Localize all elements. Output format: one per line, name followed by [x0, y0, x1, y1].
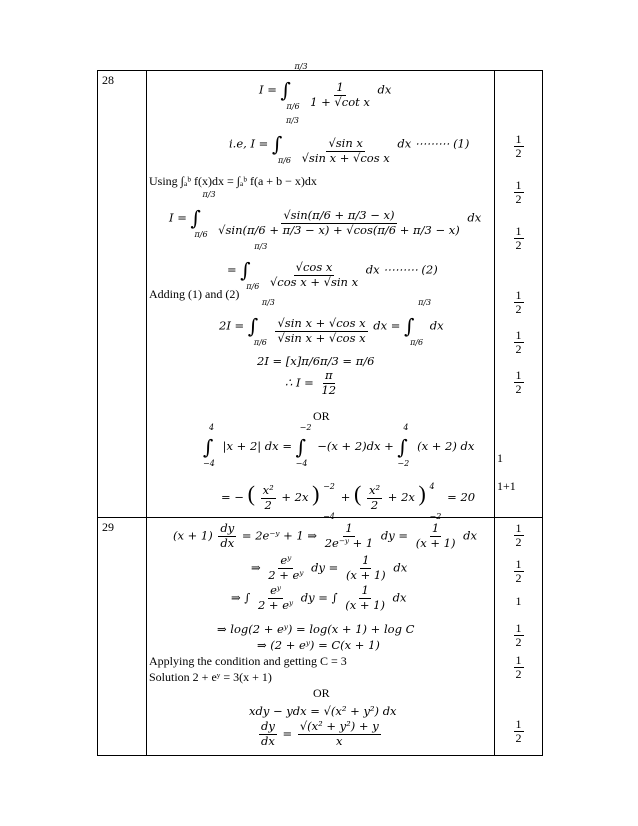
- question-row-28: [98, 71, 543, 518]
- denominator: √sin x + √cos x: [301, 150, 390, 165]
- mark-half: 1 2: [515, 717, 522, 746]
- solution-cell: [147, 62, 495, 521]
- fraction: [343, 584, 387, 613]
- equation-line: 2I = [x]π/6π/3 = π/6: [257, 354, 375, 368]
- equation-part: + 2x: [281, 490, 309, 504]
- equation-part: ⇒ ∫: [231, 590, 251, 605]
- integral-sign: ∫: [295, 435, 307, 459]
- mark-half: 1 2: [515, 557, 522, 586]
- equation-tag: dx ⋯⋯⋯ (2): [365, 262, 438, 277]
- fraction: [266, 554, 305, 583]
- equation-part: = 2e⁻ʸ + 1 ⇒: [241, 528, 318, 543]
- question-number-cell: [98, 518, 147, 756]
- equation-part: + 2x: [387, 490, 415, 504]
- marking-scheme-table: [97, 62, 543, 756]
- equation-line: [229, 116, 470, 166]
- fraction: [323, 522, 376, 551]
- equation-line: [219, 298, 444, 348]
- integral-sign: ∫: [404, 314, 415, 339]
- equation-lhs: =: [227, 262, 237, 277]
- numerator: √sin x: [328, 136, 363, 150]
- fraction: [256, 584, 295, 613]
- equation-part: +: [340, 490, 351, 504]
- equation-lhs: ∴ I =: [285, 375, 314, 390]
- differential: dx: [377, 82, 392, 97]
- equation-part: (x + 1): [173, 528, 213, 543]
- lower-limit: −4: [323, 512, 335, 521]
- lower-limit: π/6: [286, 102, 300, 112]
- lower-limit: −2: [397, 459, 410, 468]
- denominator: x: [336, 733, 343, 748]
- mark-half: 1 2: [515, 224, 522, 253]
- numerator: π: [325, 368, 333, 382]
- equation-line: [231, 584, 406, 613]
- denominator: 2: [370, 497, 379, 512]
- mark-half: 1 2: [515, 621, 522, 650]
- solution-cell: [147, 518, 495, 756]
- denominator: 1 + √cot x: [310, 94, 370, 109]
- numerator: dy: [220, 521, 235, 535]
- upper-limit: π/3: [254, 242, 268, 252]
- equation-lhs: I =: [169, 210, 187, 225]
- equation-part: =: [282, 726, 293, 741]
- denominator: dx: [220, 535, 235, 550]
- equation-line: xdy − ydx = √(x² + y²) dx: [249, 704, 397, 718]
- fraction: [308, 81, 372, 110]
- numerator: 1: [361, 583, 369, 597]
- upper-limit: π/3: [418, 298, 432, 308]
- marks-cell: [495, 518, 543, 756]
- upper-limit: π/3: [285, 116, 299, 126]
- lower-limit: π/6: [410, 338, 424, 348]
- equation-line: [169, 190, 482, 240]
- lower-limit: π/6: [253, 338, 267, 348]
- numerator: 1: [362, 553, 370, 567]
- upper-limit: −2: [299, 423, 312, 432]
- fraction: [344, 554, 388, 583]
- equation-line: [227, 242, 438, 292]
- fraction: [275, 317, 367, 346]
- mark-half: 1 2: [515, 368, 522, 397]
- differential: dx: [467, 210, 482, 225]
- numerator: dy: [261, 719, 275, 733]
- fraction: [261, 484, 276, 513]
- equation-line: = − ( $\frac{\text{x²}}{2}$ + 2x ) −2 −4 + ( $\frac{\text{x²}}{2}$ + 2x ) 4 −2 = 20: [221, 481, 476, 521]
- mark-half: 1 2: [515, 653, 522, 682]
- upper-limit: 4: [209, 423, 215, 432]
- differential: dx: [393, 560, 408, 575]
- upper-limit: π/3: [202, 190, 216, 200]
- denominator: (x + 1): [345, 597, 385, 612]
- denominator: √cos x + √sin x: [269, 274, 359, 289]
- numerator: x²: [262, 482, 274, 497]
- numerator: 1: [431, 521, 440, 535]
- mark-half: 1 2: [515, 521, 522, 550]
- denominator: 2e⁻ʸ + 1: [324, 535, 374, 550]
- fraction: [414, 522, 458, 551]
- numerator: √(x² + y²) + y: [299, 719, 379, 733]
- text-line: Solution 2 + eʸ = 3(x + 1): [149, 670, 272, 684]
- differential: dx: [429, 318, 444, 333]
- mark-value: 1: [497, 451, 503, 465]
- equation-part: ⇒: [251, 560, 261, 575]
- equation-line: [251, 554, 407, 583]
- marks-cell: [495, 71, 543, 518]
- question-number: 29: [102, 520, 114, 534]
- mark-half: 1 2: [515, 288, 522, 317]
- integrand: (x + 2) dx: [417, 439, 475, 453]
- mark-value: 1+1: [497, 479, 516, 493]
- upper-limit: 4: [429, 482, 435, 491]
- numerator: √cos x: [295, 260, 333, 274]
- equation-part: dy = ∫: [300, 590, 338, 605]
- equation-tag: dx ⋯⋯⋯ (1): [397, 136, 470, 151]
- denominator: (x + 1): [345, 567, 386, 582]
- integral-sign: ∫: [203, 435, 214, 459]
- equation-mid: dx =: [373, 318, 401, 333]
- numerator: 1: [345, 521, 353, 535]
- equation-line: ⇒ log(2 + eʸ) = log(x + 1) + log C: [217, 622, 415, 636]
- denominator: √sin x + √cos x: [277, 330, 366, 345]
- upper-limit: π/3: [294, 62, 308, 72]
- denominator: 2 + eʸ: [268, 567, 304, 582]
- upper-limit: π/3: [261, 298, 275, 308]
- question-number: 28: [102, 73, 114, 87]
- denominator: 12: [321, 382, 337, 397]
- lower-limit: π/6: [246, 282, 260, 292]
- denominator: dx: [261, 733, 275, 748]
- equation-lhs: 2I =: [219, 318, 245, 333]
- integral-sign: ∫: [247, 314, 259, 339]
- numerator: √sin(π/6 + π/3 − x): [283, 208, 395, 222]
- text-line: Using ∫ₐᵇ f(x)dx = ∫ₐᵇ f(a + b − x)dx: [149, 174, 317, 188]
- equation-line: [285, 369, 340, 398]
- or-separator: OR: [313, 686, 330, 700]
- integrand: −(x + 2)dx +: [317, 439, 394, 453]
- lower-limit: π/6: [194, 230, 208, 240]
- equation-line: [259, 62, 392, 112]
- integrand: |x + 2| dx =: [222, 439, 292, 453]
- text-line: Adding (1) and (2): [149, 287, 240, 301]
- question-row-29: [98, 518, 543, 756]
- fraction: [218, 522, 236, 551]
- upper-limit: −2: [323, 482, 335, 491]
- numerator: 1: [336, 80, 344, 94]
- equation-line: [173, 522, 477, 551]
- text-line: Applying the condition and getting C = 3: [149, 654, 347, 668]
- fraction: [300, 137, 392, 166]
- equation-line: [257, 720, 383, 749]
- integral-sign: ∫: [271, 132, 283, 157]
- mark-value: 1: [515, 594, 522, 608]
- mark-half: 1 2: [515, 132, 522, 161]
- denominator: 2: [264, 497, 272, 512]
- equation-part: dy =: [380, 528, 409, 543]
- denominator: 2 + eʸ: [257, 597, 294, 612]
- equation-lhs: I =: [259, 82, 277, 97]
- fraction: [216, 209, 462, 238]
- equation-line: ⇒ (2 + eʸ) = C(x + 1): [257, 638, 380, 652]
- equation-result: = 20: [447, 490, 476, 504]
- equation-line: [203, 423, 475, 468]
- fraction: [319, 369, 338, 398]
- equation-part: dy =: [311, 560, 339, 575]
- lower-limit: π/6: [277, 156, 291, 166]
- or-separator: OR: [313, 409, 330, 423]
- integral-sign: ∫: [280, 78, 291, 103]
- equation-part: = −: [221, 490, 244, 504]
- upper-limit: 4: [403, 423, 409, 432]
- denominator: (x + 1): [415, 535, 456, 550]
- numerator: eʸ: [270, 583, 281, 597]
- fraction: [298, 720, 381, 749]
- equation-lhs: i.e, I =: [229, 136, 269, 151]
- question-number-cell: [98, 71, 147, 518]
- mark-half: 1 2: [515, 178, 522, 207]
- differential: dx: [463, 528, 477, 543]
- differential: dx: [392, 590, 407, 605]
- fraction: [367, 484, 382, 513]
- mark-half: 1 2: [515, 328, 522, 357]
- numerator: eʸ: [280, 553, 292, 567]
- lower-limit: −4: [295, 459, 308, 468]
- lower-limit: −2: [429, 512, 442, 521]
- integral-sign: ∫: [240, 258, 251, 283]
- fraction: [259, 720, 277, 749]
- numerator: x²: [369, 482, 381, 497]
- integral-sign: ∫: [397, 435, 408, 459]
- numerator: √sin x + √cos x: [277, 316, 366, 330]
- integral-sign: ∫: [190, 206, 201, 231]
- fraction: [268, 261, 360, 290]
- denominator: √sin(π/6 + π/3 − x) + √cos(π/6 + π/3 − x): [218, 222, 460, 237]
- lower-limit: −4: [203, 459, 215, 468]
